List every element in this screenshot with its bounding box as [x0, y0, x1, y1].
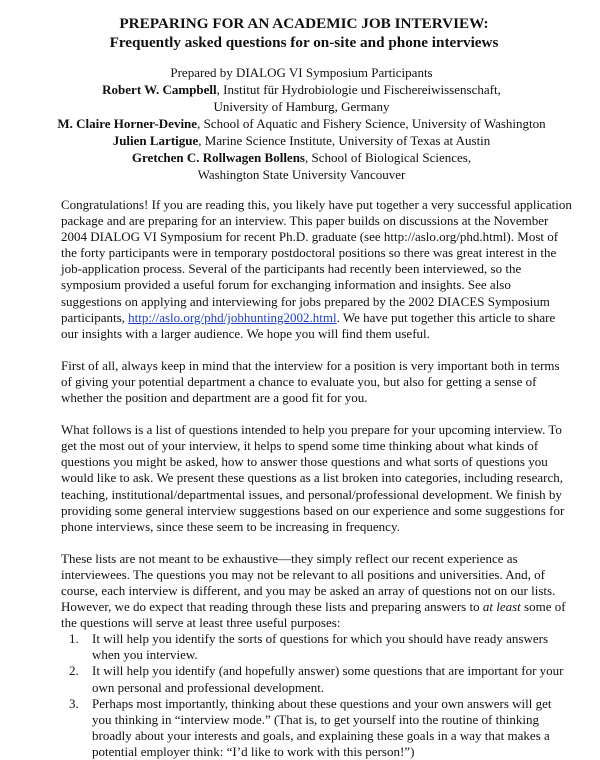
- author-name: Gretchen C. Rollwagen Bollens: [131, 150, 305, 165]
- jobhunting-link[interactable]: http://aslo.org/phd/jobhunting2002.html: [128, 309, 337, 325]
- list-number: 3.: [69, 695, 79, 711]
- paragraph-text: Congratulations! If you are reading this, you likely have put together a very successful application package and are preparing for an interview. This paper builds on discussions at the November 2004 DIALOG VI Symposium for recent Ph.D. graduate (see http://aslo.org/phd.html). Most of the forty participants were in temporary postdoctoral positions so there was great interest in the job-application process. Several of the participants had recently been interviewed, so the symposium provided a useful forum for exchanging information and insights. See also suggestions on applying and interviewing for jobs prepared by the 2002 DIACES Symposium participants,: [61, 197, 572, 325]
- author-entry: [31, 115, 572, 132]
- author-affiliation: , Institut für Hydrobiologie und Fischereiwissenschaft,: [216, 82, 501, 97]
- list-item: [69, 696, 572, 760]
- list-item-text: Perhaps most importantly, thinking about these questions and your own answers will get you thinking in “interview mode.” (That is, to get yourself into the routine of thinking broadly about your interests and goals, and explaining these goals in a way that makes a potential employer think: “I’d like to work with this person!”): [92, 695, 552, 759]
- title-line-2: Frequently asked questions for on-site and phone interviews: [109, 34, 499, 51]
- author-affiliation: , School of Biological Sciences,: [305, 150, 472, 165]
- author-affiliation-continued: University of Hamburg, Germany: [213, 99, 390, 114]
- paragraph-text: These lists are not meant to be exhaustive—they simply reflect our recent experience as interviewees. The questions you may not be relevant to all positions and universities. And, of course, each interview is different, and you may be asked an array of questions not on our lists. However, we do expect that reading through these lists and preparing answers to: [61, 550, 556, 615]
- list-item: [69, 663, 572, 695]
- author-affiliation: , School of Aquatic and Fishery Science, University of Washington: [197, 116, 546, 131]
- author-entry: [31, 132, 572, 149]
- prepared-by: Prepared by DIALOG VI Symposium Participants: [170, 65, 433, 80]
- document-title: [31, 14, 577, 52]
- author-affiliation-continued: Washington State University Vancouver: [197, 167, 406, 182]
- author-entry: [31, 81, 572, 98]
- list-item-text: It will help you identify (and hopefully answer) some questions that are important for your own personal and professional development.: [92, 663, 564, 695]
- paragraph-first-of-all: First of all, always keep in mind that the interview for a position is very important both in terms of giving your potential department a chance to evaluate you, but also for getting a sense of whether the position and department are a good fit for you.: [61, 357, 560, 406]
- list-item: [69, 631, 572, 663]
- list-item-text: It will help you identify the sorts of questions for which you should have ready answers when you interview.: [92, 631, 548, 663]
- author-name: Julien Lartigue: [112, 133, 199, 148]
- list-number: 2.: [69, 663, 79, 679]
- paragraph-text: some of the questions will serve at least three useful purposes:: [61, 599, 566, 631]
- list-number: 1.: [69, 631, 79, 647]
- paragraph-text: . We have put together this article to share our insights with a larger audience. We hope you will find them useful.: [61, 309, 556, 341]
- author-entry: [31, 149, 572, 166]
- author-name: Robert W. Campbell: [102, 82, 217, 97]
- paragraph-what-follows: What follows is a list of questions intended to help you prepare for your upcoming interview. To get the most out of your interview, it helps to spend some time thinking about what kinds of questions you might be asked, how to answer those questions and what sorts of questions you would like to ask. We present these questions as a list broken into categories, including research, teaching, institutional/departmental issues, and personal/professional development. We finish by providing some general interview suggestions based on our experience and some suggestions for phone interviews, since these seem to be increasing in frequency.: [61, 422, 565, 534]
- paragraph-these-lists: [61, 551, 572, 631]
- author-block: [31, 64, 572, 183]
- author-affiliation: , Marine Science Institute, University of Texas at Austin: [198, 133, 491, 148]
- author-name: M. Claire Horner-Devine: [57, 116, 198, 131]
- purposes-list: [61, 631, 572, 760]
- paragraph-intro: [61, 197, 572, 342]
- title-line-1: PREPARING FOR AN ACADEMIC JOB INTERVIEW:: [119, 15, 489, 32]
- emphasis-text: at least: [482, 599, 521, 615]
